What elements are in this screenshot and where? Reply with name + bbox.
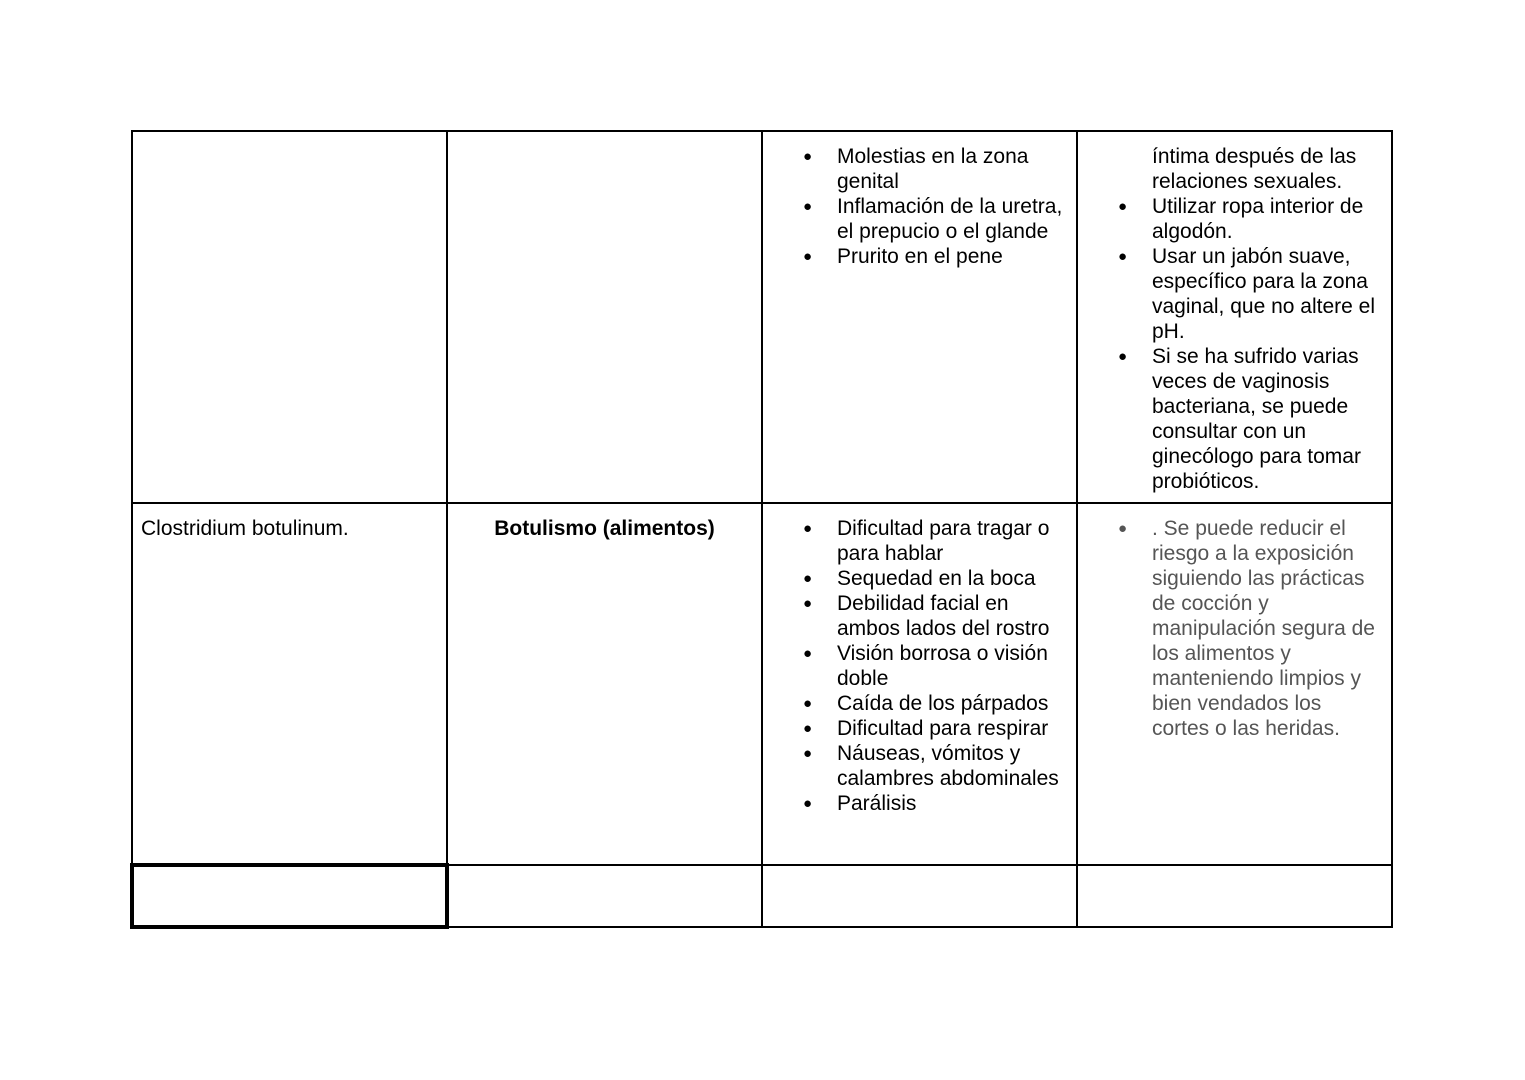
table-cell-prevention[interactable] bbox=[1077, 503, 1392, 865]
list-item: íntima después de las relaciones sexuales. bbox=[1152, 145, 1357, 193]
list-item: ● Usar un jabón suave, específico para la zona vaginal, que no altere el pH. bbox=[1152, 244, 1383, 344]
list-item: ● Visión borrosa o visión doble bbox=[837, 641, 1068, 691]
table-cell-symptoms[interactable] bbox=[762, 503, 1077, 865]
list-item: ● Inflamación de la uretra, el prepucio o el glande bbox=[837, 194, 1068, 244]
table-cell-organism[interactable] bbox=[132, 503, 447, 865]
list-item: ● Dificultad para respirar bbox=[837, 716, 1068, 741]
prevention-list bbox=[1086, 144, 1383, 494]
organism-name: Clostridium botulinum. bbox=[141, 517, 349, 540]
table-row bbox=[132, 131, 1392, 503]
table-cell-symptoms[interactable] bbox=[762, 131, 1077, 503]
list-item: ● Debilidad facial en ambos lados del rostro bbox=[837, 591, 1068, 641]
list-item: ● . Se puede reducir el riesgo a la exposición siguiendo las prácticas de cocción y manipulación segura de los alimentos y manteniendo limpios y bien vendados los cortes o las heridas. bbox=[1152, 516, 1383, 741]
symptoms-list bbox=[771, 144, 1068, 269]
table-cell-disease[interactable] bbox=[447, 131, 762, 503]
disease-table bbox=[130, 130, 1393, 929]
table-cell-selected[interactable] bbox=[132, 865, 447, 927]
table-cell-prevention[interactable] bbox=[1077, 131, 1392, 503]
list-item: ● Prurito en el pene bbox=[837, 244, 1068, 269]
disease-name: Botulismo (alimentos) bbox=[494, 517, 715, 540]
table-cell-organism[interactable] bbox=[132, 131, 447, 503]
list-item: ● Molestias en la zona genital bbox=[837, 144, 1068, 194]
table-cell-empty[interactable] bbox=[447, 865, 762, 927]
list-item: ● Parálisis bbox=[837, 791, 1068, 816]
list-item: ● Caída de los párpados bbox=[837, 691, 1068, 716]
list-item: ● Sequedad en la boca bbox=[837, 566, 1068, 591]
table-row bbox=[132, 865, 1392, 927]
prevention-list bbox=[1086, 516, 1383, 741]
table-cell-empty[interactable] bbox=[1077, 865, 1392, 927]
table-cell-disease[interactable] bbox=[447, 503, 762, 865]
list-item: ● Náuseas, vómitos y calambres abdominales bbox=[837, 741, 1068, 791]
list-item: ● Utilizar ropa interior de algodón. bbox=[1152, 194, 1383, 244]
symptoms-list bbox=[771, 516, 1068, 816]
table-cell-empty[interactable] bbox=[762, 865, 1077, 927]
list-item: ● Si se ha sufrido varias veces de vaginosis bacteriana, se puede consultar con un ginecólogo para tomar probióticos. bbox=[1152, 344, 1383, 494]
table-row bbox=[132, 503, 1392, 865]
list-item: ● Dificultad para tragar o para hablar bbox=[837, 516, 1068, 566]
